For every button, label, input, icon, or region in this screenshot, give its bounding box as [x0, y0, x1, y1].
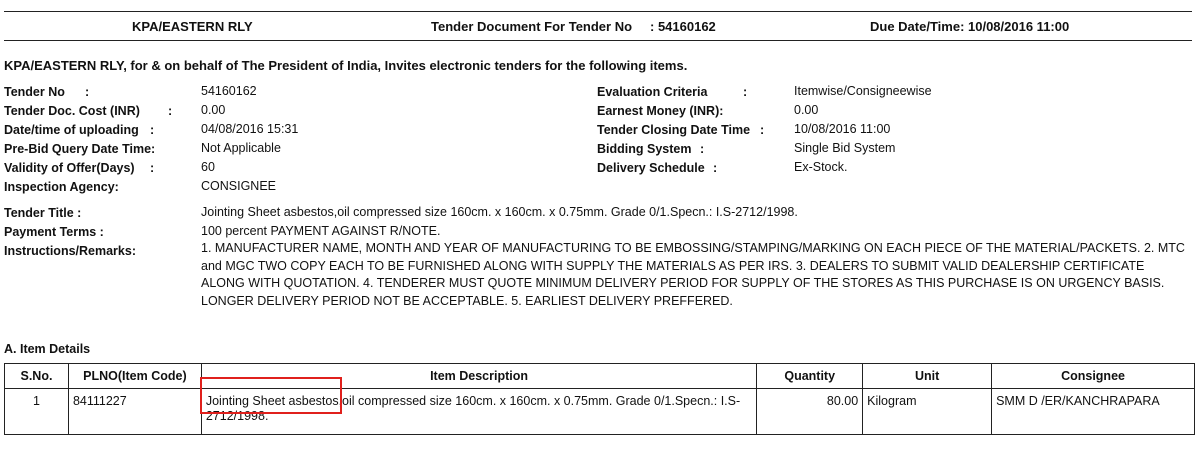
table-row	[5, 389, 1195, 435]
bidding-system-label: Bidding System	[597, 142, 692, 156]
upload-date-label: Date/time of uploading	[4, 123, 139, 137]
delivery-schedule-sep: :	[713, 161, 718, 175]
header-doc-no: : 54160162	[650, 19, 716, 34]
tender-no-value: 54160162	[201, 84, 257, 98]
instructions-label: Instructions/Remarks:	[4, 244, 136, 258]
prebid-value: Not Applicable	[201, 141, 281, 155]
tender-no-sep: :	[85, 85, 90, 99]
highlight-box	[200, 377, 342, 414]
col-header-description: Item Description	[201, 364, 756, 389]
eval-criteria-value: Itemwise/Consigneewise	[794, 84, 932, 98]
col-header-quantity: Quantity	[757, 364, 863, 389]
cell-plno: 84111227	[68, 389, 201, 435]
closing-date-label: Tender Closing Date Time	[597, 123, 751, 137]
tender-title-label: Tender Title :	[4, 206, 82, 220]
item-details-title: A. Item Details	[4, 342, 91, 356]
header-doc-label: Tender Document For Tender No	[431, 19, 633, 34]
tender-cost-sep: :	[168, 104, 173, 118]
payment-terms-label: Payment Terms :	[4, 225, 104, 239]
earnest-money-value: 0.00	[794, 103, 819, 117]
inspection-label: Inspection Agency:	[4, 180, 119, 194]
tender-cost-value: 0.00	[201, 103, 226, 117]
col-header-sno: S.No.	[5, 364, 69, 389]
earnest-money-label: Earnest Money (INR):	[597, 104, 724, 118]
bidding-system-sep: :	[700, 142, 705, 156]
intro-text: KPA/EASTERN RLY, for & on behalf of The President of India, Invites electronic tenders for the following items.	[4, 58, 688, 73]
cell-consignee: SMM D /ER/KANCHRAPARA	[992, 389, 1195, 435]
cell-quantity: 80.00	[757, 389, 863, 435]
delivery-schedule-value: Ex-Stock.	[794, 160, 848, 174]
delivery-schedule-label: Delivery Schedule	[597, 161, 705, 175]
cell-unit: Kilogram	[863, 389, 992, 435]
validity-label: Validity of Offer(Days)	[4, 161, 135, 175]
eval-criteria-sep: :	[743, 85, 748, 99]
payment-terms-value: 100 percent PAYMENT AGAINST R/NOTE.	[201, 224, 441, 238]
tender-title-value: Jointing Sheet asbestos,oil compressed size 160cm. x 160cm. x 0.75mm. Grade 0/1.Specn.: I.S-2712/1998.	[201, 205, 798, 219]
bidding-system-value: Single Bid System	[794, 141, 896, 155]
upload-date-value: 04/08/2016 15:31	[201, 122, 299, 136]
cell-description: Jointing Sheet asbestos,oil compressed size 160cm. x 160cm. x 0.75mm. Grade 0/1.Specn.: I.S-2712/1998.	[201, 389, 756, 435]
col-header-consignee: Consignee	[992, 364, 1195, 389]
eval-criteria-label: Evaluation Criteria	[597, 85, 708, 99]
upload-date-sep: :	[150, 123, 155, 137]
validity-value: 60	[201, 160, 215, 174]
prebid-label: Pre-Bid Query Date Time:	[4, 142, 156, 156]
closing-date-value: 10/08/2016 11:00	[794, 122, 891, 136]
cell-sno: 1	[5, 389, 69, 435]
col-header-unit: Unit	[863, 364, 992, 389]
col-header-plno: PLNO(Item Code)	[68, 364, 201, 389]
tender-no-label: Tender No	[4, 85, 65, 99]
tender-cost-label: Tender Doc. Cost (INR)	[4, 104, 140, 118]
inspection-value: CONSIGNEE	[201, 179, 277, 193]
table-header-row	[5, 364, 1195, 389]
header-due-date: Due Date/Time: 10/08/2016 11:00	[870, 19, 1070, 34]
header-bar	[4, 11, 1192, 41]
validity-sep: :	[150, 161, 155, 175]
header-org: KPA/EASTERN RLY	[132, 19, 253, 34]
instructions-value: 1. MANUFACTURER NAME, MONTH AND YEAR OF MANUFACTURING TO BE EMBOSSING/STAMPING/MARKING ON EACH PIECE OF THE MATERIAL/PACKETS. 2. MTC and MGC TWO COPY EACH TO BE FURNISHED ALONG WITH SUPPLY THE MATERIALS AS PER IRS. 3. DEALERS TO SUBMIT VALID DEALERSHIP CERTIFICATE ALONG WITH QUOTATION. 4. TENDERER MUST QUOTE MINIMUM DELIVERY PERIOD FOR SUPPLY OF THE STORES AS THIS PURCHASE IS ON URGENCY BASIS. LONGER DELIVERY PERIOD NOT BE ACCEPTABLE. 5. EARLIEST DELIVERY PREFFERED.	[201, 241, 1185, 308]
item-details-table	[4, 363, 1195, 435]
closing-date-sep: :	[760, 123, 765, 137]
